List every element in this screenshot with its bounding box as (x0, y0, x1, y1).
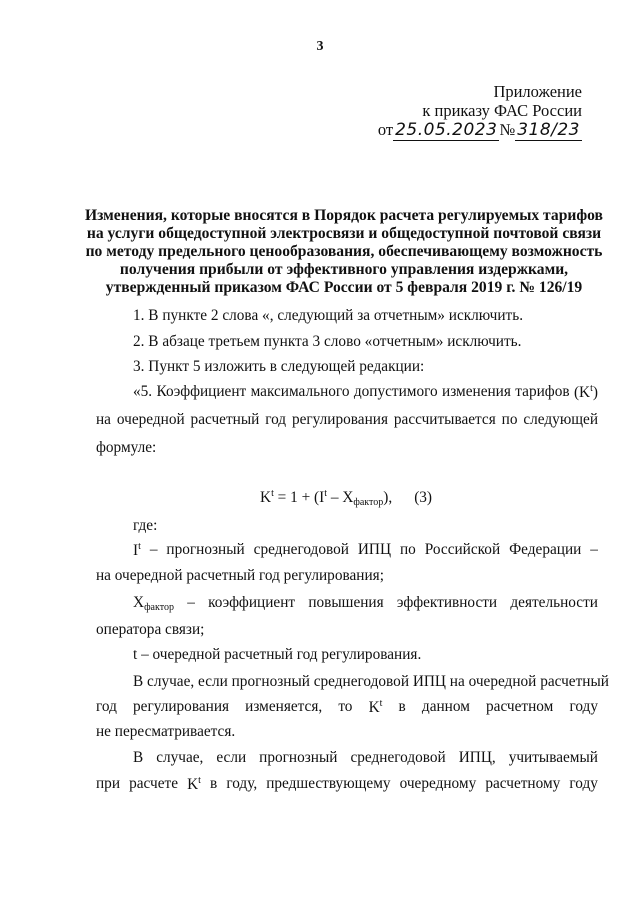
word: изменяется, (245, 698, 323, 715)
handwritten-number: 318/23 (517, 120, 580, 140)
title-line: утвержденный приказом ФАС России от 5 февраля 2019 г. № 126/19 (105, 279, 583, 296)
word: тарифов (515, 383, 570, 400)
word: по (399, 541, 416, 558)
where-label: где: (133, 517, 158, 534)
word: случае, (156, 749, 204, 766)
word: регулирования (133, 698, 230, 715)
word: среднегодовой (350, 749, 446, 766)
title-line: Изменения, которые вносятся в Порядок расчета регулируемых тарифов (85, 207, 603, 224)
title-line: на услуги общедоступной электросвязи и общедоступной почтовой связи (86, 225, 602, 242)
formula-mid: = 1 + (I (273, 489, 325, 506)
word: году (569, 775, 598, 792)
word: расчете (129, 775, 178, 792)
word: допустимого (353, 383, 438, 400)
page-number: 3 (316, 39, 324, 54)
word: при (96, 775, 121, 792)
word: В (133, 749, 144, 766)
title-line: по методу предельного ценообразования, обеспечивающему возможность (85, 243, 603, 260)
word: ИПЦ (357, 541, 392, 558)
appendix-date-line (378, 120, 582, 140)
word: расчетном (486, 698, 554, 715)
word: «5. (133, 383, 153, 400)
word: Российской (424, 541, 501, 558)
number-prefix: № (499, 120, 516, 139)
title-line: получения прибыли от эффективного управления издержками, (119, 261, 569, 278)
appendix-block (378, 82, 582, 140)
appendix-order-ref: к приказу ФАС России (422, 101, 582, 120)
definition-t: t – очередной расчетный год регулирования. (133, 646, 422, 663)
word: среднегодовой (253, 541, 349, 558)
word: учитываемый (508, 749, 598, 766)
handwritten-date: 25.05.2023 (395, 120, 498, 140)
formula-3 (260, 488, 432, 508)
word: данном (421, 698, 470, 715)
word: то (338, 698, 353, 715)
word: расчетному (485, 775, 561, 792)
word: год (96, 698, 117, 715)
word: очередному (399, 775, 477, 792)
word: предшествующему (266, 775, 391, 792)
word: прогнозный (259, 749, 338, 766)
case-1-line-1: В случае, если прогнозный среднегодовой ИПЦ на очередной расчетный (133, 673, 609, 690)
symbol-x: $X_{фактор}$ (133, 594, 174, 613)
word: $K^t$ (187, 775, 201, 793)
item-5-line-3: формуле: (96, 439, 157, 456)
superscript: t (590, 383, 593, 394)
word: расчетный (190, 411, 260, 428)
word: очередной (116, 411, 185, 428)
word: регулирования (291, 411, 388, 428)
word: году, (226, 775, 258, 792)
case-2-line-1 (133, 749, 598, 767)
word: в (398, 698, 406, 715)
word: $K^t$ (368, 698, 383, 716)
formula-sup: t (324, 488, 328, 499)
word: году (569, 698, 598, 715)
definition-x-line-2: оператора связи; (96, 621, 205, 638)
definition-x-line-1 (133, 594, 598, 613)
word: – (187, 594, 195, 611)
symbol-i: $I^t$ (133, 541, 141, 559)
definition-i-line-1 (133, 541, 598, 560)
document-title (84, 207, 604, 297)
item-5-line-1 (133, 383, 598, 402)
word: рассчитывается (393, 411, 496, 428)
word: коэффициент (208, 594, 296, 611)
word: прогнозный (166, 541, 245, 558)
word: – (149, 541, 158, 558)
case-2-line-2 (96, 775, 598, 794)
item-3: 3. Пункт 5 изложить в следующей редакции: (133, 358, 425, 375)
formula-sub: фактор (353, 497, 384, 508)
word: – (590, 541, 598, 558)
word: если (216, 749, 247, 766)
word: на (96, 411, 111, 428)
formula-close: ), (383, 489, 393, 506)
word: Федерации (509, 541, 582, 558)
appendix-title: Приложение (493, 82, 582, 101)
item-1: 1. В пункте 2 слова «, следующий за отчетным» исключить. (133, 307, 524, 324)
word: изменения (442, 383, 511, 400)
definition-i-line-2: на очередной расчетный год регулирования; (96, 567, 384, 584)
formula-number: (3) (414, 489, 433, 506)
item-5-line-2 (96, 411, 598, 429)
k-symbol: (K (573, 384, 591, 401)
word: повышения (308, 594, 384, 611)
formula-k: K (260, 489, 272, 506)
word: год (265, 411, 287, 428)
word: ИПЦ, (458, 749, 496, 766)
word: эффективности (396, 594, 498, 611)
word: следующей (523, 411, 598, 428)
date-prefix: от (377, 120, 394, 139)
word: деятельности (510, 594, 598, 611)
word: Коэффициент (156, 383, 247, 400)
word: по (501, 411, 518, 428)
case-1-line-2 (96, 698, 598, 717)
item-2: 2. В абзаце третьем пункта 3 слово «отчетным» исключить. (133, 333, 522, 350)
word: максимального (250, 383, 350, 400)
word: в (210, 775, 218, 792)
word (574, 383, 598, 402)
formula-minus: – X (327, 489, 354, 506)
formula-sup: t (271, 488, 274, 499)
bracket: ) (592, 384, 598, 401)
case-1-line-3: не пересматривается. (96, 723, 236, 740)
